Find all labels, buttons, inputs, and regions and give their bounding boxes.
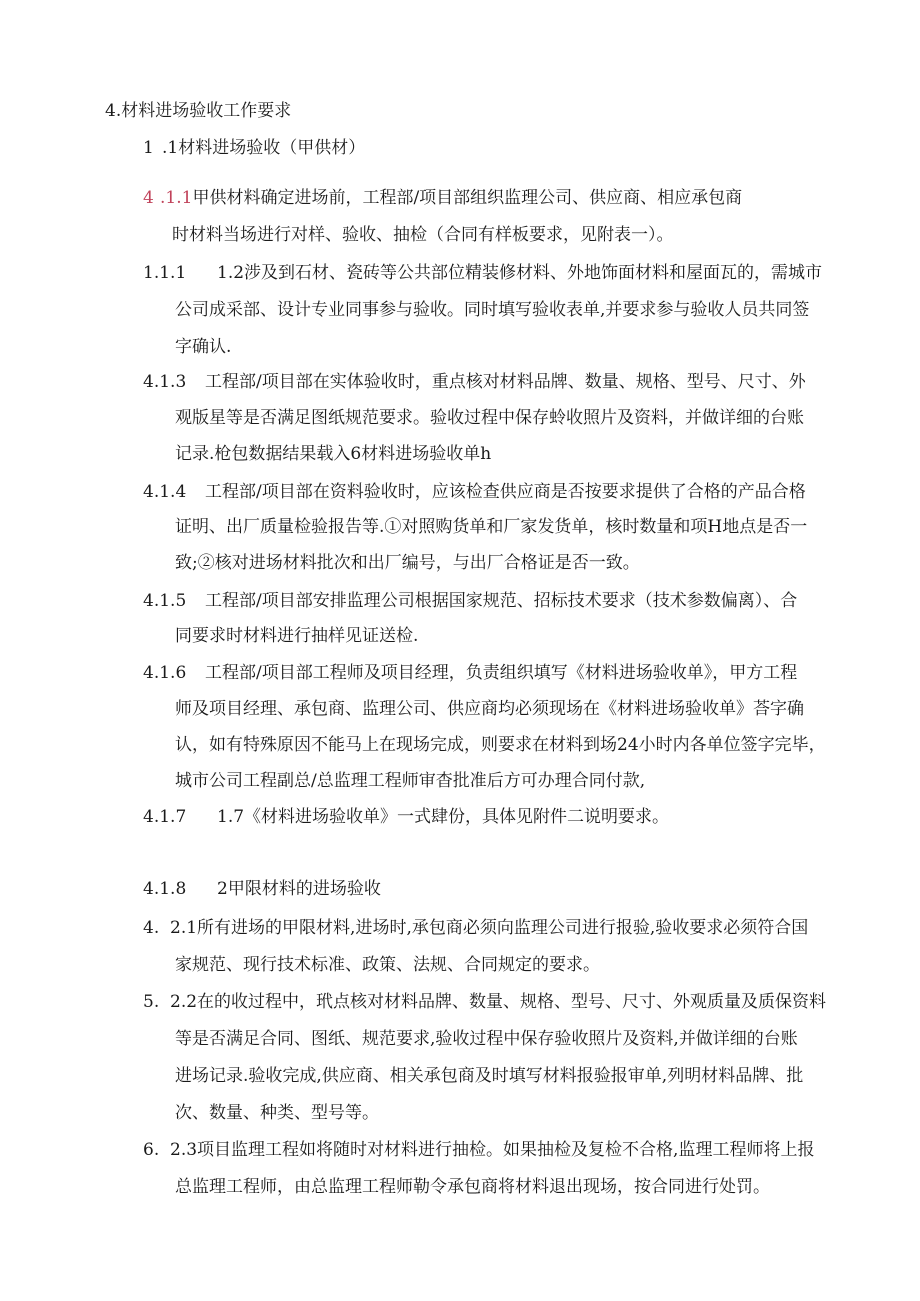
item-4-1-1-number: 4: [143, 188, 154, 208]
item-4-1-5-number: 4.1.5: [143, 591, 187, 611]
item-4-1-1-line1: [160, 187, 742, 209]
item-4-1-7-text: 1.7《材料进场验收单》一式肆份，具体见附件二说明要求。: [217, 807, 670, 827]
item-4-2-1-number: 4.: [143, 918, 160, 938]
item-4-2-3-number: 6.: [143, 1140, 160, 1160]
item-4-1-6-number: 4.1.6: [143, 663, 187, 683]
item-4-1-5-line1: 工程部/项目部安排监理公司根据国家规范、招标技术要求（技术参数偏离）、合: [205, 591, 798, 611]
item-1-1-1-line2: 公司成采部、设计专业同事参与验收。同时填写验收表单,并要求参与验收人员共同签: [175, 300, 810, 320]
item-4-1-7-number: 4.1.7: [143, 807, 187, 827]
item-4-1-6-line2: 师及项目经理、承包商、监理公司、供应商均必须现场在《材料进场验收单》荅字确: [175, 699, 804, 719]
item-4-1-4-line3: 致;②核对进场材料批次和出厂编号，与出厂合格证是否一致。: [175, 553, 640, 573]
subsection-title: .1材料进场验收（甲供材）: [162, 138, 366, 158]
item-4-1-3-line1: 工程部/项目部在实体验收时，重点核对材料品牌、数量、规格、型号、尺寸、外: [205, 372, 806, 392]
item-1-1-1-number: 1.1.1: [143, 263, 187, 283]
item-4-1-3-number: 4.1.3: [143, 372, 187, 392]
item-4-1-1-lead: .1.1: [160, 188, 193, 208]
item-4-1-1-text: 甲供材料确定进场前，工程部/项目部组织监理公司、供应商、相应承包商: [192, 188, 743, 208]
item-4-2-2-line1: 2.2在的收过程中，玳点核对材料品牌、数量、规格、型号、尺寸、外观质量及质保资料: [170, 992, 827, 1012]
item-4-2-2-line3: 进场记录.验收完成,供应商、相关承包商及时填写材料报验报审单,列明材料品牌、批: [175, 1066, 804, 1086]
item-4-2-3-line2: 总监理工程师，由总监理工程师勒令承包商将材料退出现场，按合同进行处罚。: [175, 1177, 770, 1197]
item-1-1-1-line1: 1.2涉及到石材、瓷砖等公共部位精装修材料、外地饰面材料和屋面瓦的，需城市: [217, 263, 823, 283]
item-4-1-5-line2: 同要求时材料进行抽样见证送检.: [175, 626, 419, 646]
item-4-1-3-line2: 观版星等是否满足图纸规范要求。验收过程中保存蛉收照片及资料，并做详细的台账: [175, 408, 804, 428]
item-4-1-6-line1: 工程部/项目部工程师及项目经理，负责组织填写《材料进场验收单》，甲方工程: [205, 663, 798, 683]
item-4-2-2-line2: 等是否满足合同、图纸、规范要求,验收过程中保存验收照片及资料,并做详细的台账: [175, 1029, 798, 1049]
item-4-2-1-line2: 家规范、现行技术标准、政策、法规、合同规定的要求。: [175, 955, 600, 975]
item-4-2-2-line4: 次、数量、种类、型号等。: [175, 1103, 379, 1123]
item-4-2-1-line1: 2.1所有进场的甲限材料,进场时,承包商必须向监理公司进行报验,验收要求必须符合国: [170, 918, 809, 938]
item-4-2-3-line1: 2.3项目监理工程如将随时对材料进行抽检。如果抽检及复检不合格,监理工程师将上报: [170, 1140, 815, 1160]
item-4-1-1-line2: 时材料当场进行对样、验收、抽检（合同有样板要求，见附表一）。: [172, 225, 674, 245]
item-4-1-8-text: 2甲限材料的进场验收: [217, 879, 381, 899]
item-1-1-1-line3: 字确认.: [175, 337, 232, 357]
item-4-1-4-number: 4.1.4: [143, 482, 187, 502]
subsection-number: 1: [143, 138, 154, 158]
item-4-1-8-number: 4.1.8: [143, 879, 187, 899]
item-4-1-6-line3: 认，如有特殊原因不能马上在现场完成，则要求在材料到场24小时内各单位签字完毕，: [175, 735, 826, 755]
item-4-1-4-line2: 证明、出厂质量检验报告等.①对照购货单和厂家发货单，核时数量和项H地点是否一: [175, 517, 808, 537]
section-heading: 4.材料进场验收工作要求: [105, 101, 292, 121]
item-4-1-3-line3: 记录.枪包数据结果载入6材料进场验收单h: [175, 444, 492, 464]
item-4-1-4-line1: 工程部/项目部在资料验收时，应该检查供应商是否按要求提供了合格的产品合格: [205, 482, 806, 502]
item-4-2-2-number: 5.: [143, 992, 160, 1012]
item-4-1-6-line4: 城市公司工程副总/总监理工程师审杳批准后方可办理合同付款,: [175, 771, 646, 791]
